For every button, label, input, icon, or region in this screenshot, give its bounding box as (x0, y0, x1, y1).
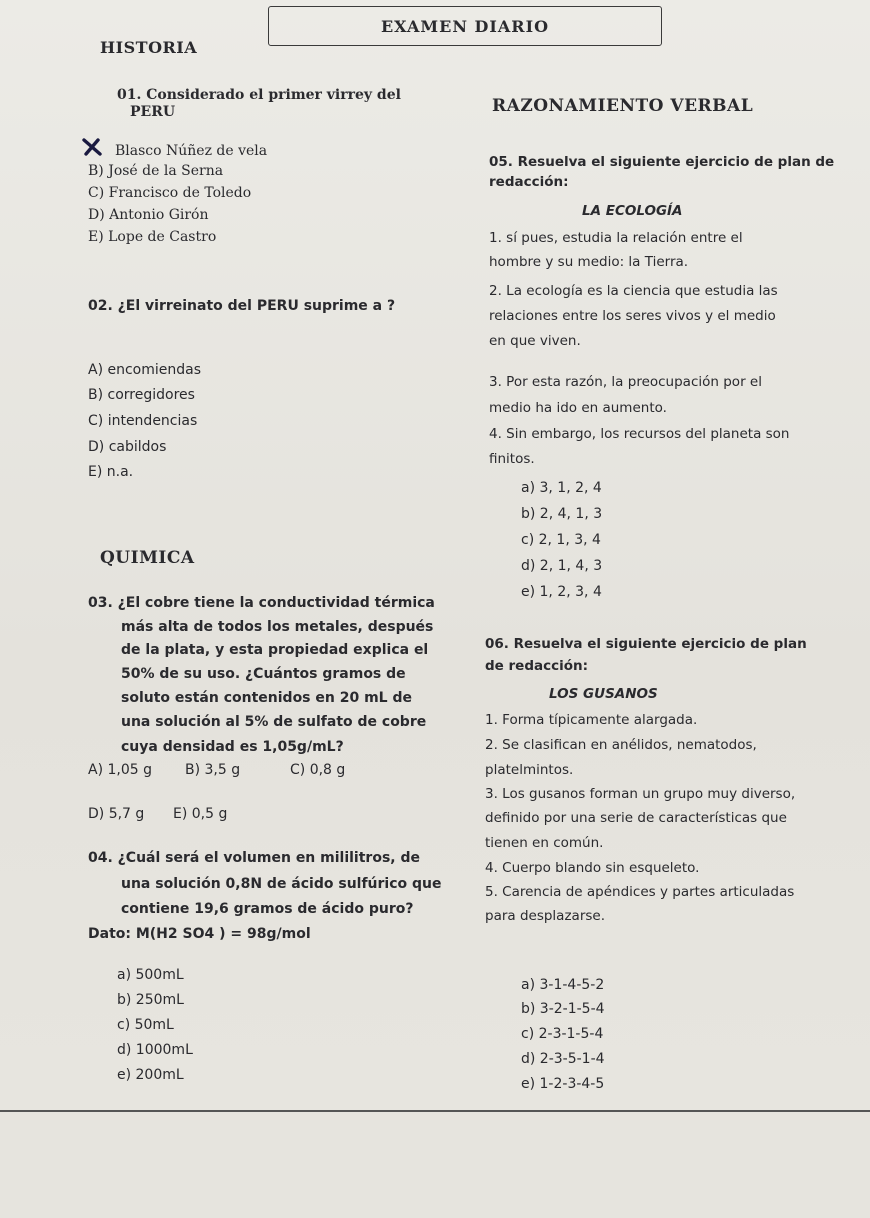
q6-line2: de redacción: (485, 658, 589, 674)
q4-option-d: d) 1000mL (117, 1042, 193, 1058)
q6-line1: 06. Resuelva el siguiente ejercicio de plan (485, 636, 807, 652)
blank-lower-area (0, 1112, 870, 1218)
q3-option-b: B) 3,5 g (185, 762, 241, 778)
q2-option-c: C) intendencias (88, 413, 198, 429)
q6-item-3a: 3. Los gusanos forman un grupo muy diverso, (485, 786, 796, 802)
q3-line3: de la plata, y esta propiedad explica el (121, 642, 429, 658)
q5-option-b: b) 2, 4, 1, 3 (521, 506, 603, 522)
q5-subtitle: LA ECOLOGÍA (582, 203, 683, 219)
q5-item-1b: hombre y su medio: la Tierra. (489, 254, 689, 270)
q6-subtitle: LOS GUSANOS (549, 686, 658, 702)
q1-option-c: C) Francisco de Toledo (88, 185, 252, 201)
q5-item-3a: 3. Por esta razón, la preocupación por el (489, 374, 762, 390)
q5-item-3b: medio ha ido en aumento. (489, 400, 667, 416)
q4-line3: contiene 19,6 gramos de ácido puro? (121, 901, 414, 917)
q5-item-2a: 2. La ecología es la ciencia que estudia las (489, 283, 778, 299)
q6-item-5a: 5. Carencia de apéndices y partes articuladas (485, 884, 795, 900)
q4-option-c: c) 50mL (117, 1017, 174, 1033)
q1-option-a: Blasco Núñez de vela (115, 143, 268, 159)
q6-item-2a: 2. Se clasifican en anélidos, nematodos, (485, 737, 757, 753)
q3-option-a: A) 1,05 g (88, 762, 152, 778)
q3-option-e: E) 0,5 g (173, 806, 228, 822)
q5-option-d: d) 2, 1, 4, 3 (521, 558, 603, 574)
quimica-heading: QUIMICA (100, 548, 195, 568)
q4-data: Dato: M(H2 SO4 ) = 98g/mol (88, 926, 311, 942)
q2-option-b: B) corregidores (88, 387, 195, 403)
historia-heading: HISTORIA (100, 38, 198, 57)
q6-option-a: a) 3-1-4-5-2 (521, 977, 605, 993)
q5-item-4b: finitos. (489, 451, 535, 467)
q5-item-4a: 4. Sin embargo, los recursos del planeta son (489, 426, 790, 442)
q3-option-d: D) 5,7 g (88, 806, 145, 822)
q6-option-d: d) 2-3-5-1-4 (521, 1051, 605, 1067)
q3-line5: soluto están contenidos en 20 mL de (121, 690, 412, 706)
q3-line1: 03. ¿El cobre tiene la conductividad térmica (88, 595, 435, 611)
q1-text-line1: 01. Considerado el primer virrey del (117, 87, 401, 103)
q2-text: 02. ¿El virreinato del PERU suprime a ? (88, 298, 396, 314)
q6-item-5b: para desplazarse. (485, 908, 605, 924)
q3-line6: una solución al 5% de sulfato de cobre (121, 714, 427, 730)
q6-option-c: c) 2-3-1-5-4 (521, 1026, 604, 1042)
q3-line4: 50% de su uso. ¿Cuántos gramos de (121, 666, 406, 682)
q5-item-2b: relaciones entre los seres vivos y el medio (489, 308, 776, 324)
q3-line2: más alta de todos los metales, después (121, 619, 434, 635)
q2-option-d: D) cabildos (88, 439, 167, 455)
q6-item-2b: platelmintos. (485, 762, 574, 778)
q1-option-e: E) Lope de Castro (88, 229, 217, 245)
q6-item-3b: definido por una serie de características que (485, 810, 787, 826)
q4-option-e: e) 200mL (117, 1067, 184, 1083)
answer-check-mark-icon (82, 138, 102, 156)
q5-option-e: e) 1, 2, 3, 4 (521, 584, 602, 600)
q4-line1: 04. ¿Cuál será el volumen en mililitros, de (88, 850, 420, 866)
exam-title: EXAMEN DIARIO (268, 6, 662, 46)
q4-option-a: a) 500mL (117, 967, 184, 983)
q5-line2: redacción: (489, 174, 569, 190)
q5-option-c: c) 2, 1, 3, 4 (521, 532, 601, 548)
q6-item-1: 1. Forma típicamente alargada. (485, 712, 698, 728)
q5-item-2c: en que viven. (489, 333, 581, 349)
q1-option-d: D) Antonio Girón (88, 207, 209, 223)
q1-text-line2: PERU (130, 104, 176, 120)
q6-item-3c: tienen en común. (485, 835, 604, 851)
q2-option-e: E) n.a. (88, 464, 134, 480)
q5-line1: 05. Resuelva el siguiente ejercicio de plan de (489, 154, 835, 170)
q3-line7: cuya densidad es 1,05g/mL? (121, 739, 344, 755)
q3-option-c: C) 0,8 g (290, 762, 346, 778)
q4-option-b: b) 250mL (117, 992, 184, 1008)
q6-option-b: b) 3-2-1-5-4 (521, 1001, 605, 1017)
q2-option-a: A) encomiendas (88, 362, 202, 378)
q1-option-b: B) José de la Serna (88, 163, 224, 179)
q4-line2: una solución 0,8N de ácido sulfúrico que (121, 876, 442, 892)
q6-item-4: 4. Cuerpo blando sin esqueleto. (485, 860, 700, 876)
q6-option-e: e) 1-2-3-4-5 (521, 1076, 605, 1092)
q5-option-a: a) 3, 1, 2, 4 (521, 480, 602, 496)
q5-item-1a: 1. sí pues, estudia la relación entre el (489, 230, 743, 246)
razonamiento-heading: RAZONAMIENTO VERBAL (492, 96, 754, 116)
